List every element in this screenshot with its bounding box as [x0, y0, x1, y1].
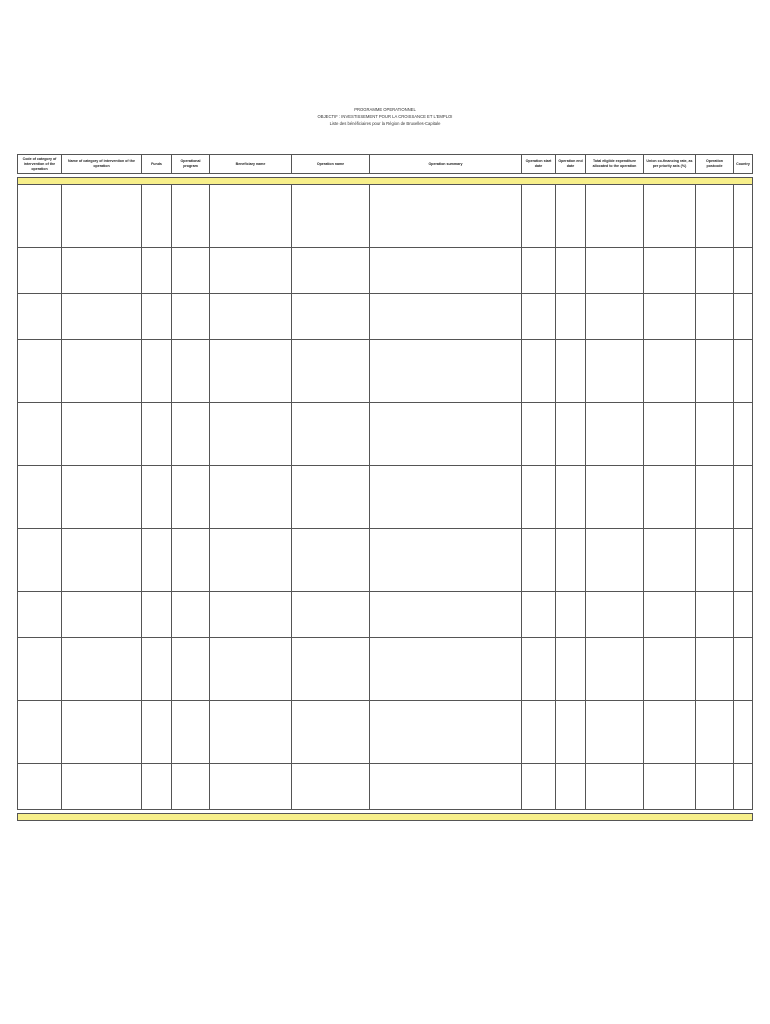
table-cell	[370, 466, 522, 529]
table-row	[18, 638, 753, 701]
table-cell	[172, 466, 210, 529]
table-cell	[370, 529, 522, 592]
table-cell	[586, 592, 644, 638]
table-cell	[142, 529, 172, 592]
header-category-name: Name of category of intervention of the operation	[62, 155, 142, 174]
priority-axis-cell	[18, 814, 753, 821]
table-cell	[210, 701, 292, 764]
heading-line-1: PROGRAMME OPERATIONNEL	[354, 107, 416, 112]
table-cell	[172, 592, 210, 638]
table-cell	[142, 248, 172, 294]
table-cell	[696, 592, 734, 638]
table-cell	[734, 185, 753, 248]
table-cell	[644, 638, 696, 701]
table-cell	[210, 638, 292, 701]
table-cell	[210, 294, 292, 340]
table-cell	[292, 638, 370, 701]
table-cell	[62, 466, 142, 529]
table-row	[18, 340, 753, 403]
table-cell	[62, 294, 142, 340]
table-cell	[696, 248, 734, 294]
table-cell	[644, 592, 696, 638]
table-cell	[586, 764, 644, 810]
table-cell	[172, 529, 210, 592]
table-row	[18, 764, 753, 810]
table-cell	[172, 638, 210, 701]
table-cell	[292, 466, 370, 529]
table-cell	[522, 185, 556, 248]
table-cell	[18, 529, 62, 592]
table-row	[18, 592, 753, 638]
table-cell	[522, 638, 556, 701]
table-cell	[522, 294, 556, 340]
table-cell	[556, 294, 586, 340]
table-row	[18, 701, 753, 764]
table-cell	[556, 340, 586, 403]
table-cell	[292, 701, 370, 764]
table-cell	[292, 764, 370, 810]
table-cell	[62, 701, 142, 764]
table-cell	[586, 701, 644, 764]
table-cell	[696, 294, 734, 340]
table-cell	[18, 764, 62, 810]
table-cell	[210, 529, 292, 592]
table-cell	[586, 529, 644, 592]
table-cell	[142, 701, 172, 764]
table-cell	[292, 403, 370, 466]
table-cell	[142, 764, 172, 810]
table-cell	[210, 340, 292, 403]
table-cell	[62, 403, 142, 466]
table-cell	[696, 529, 734, 592]
table-cell	[62, 185, 142, 248]
table-cell	[734, 638, 753, 701]
table-row	[18, 294, 753, 340]
table-cell	[696, 701, 734, 764]
table-cell	[644, 185, 696, 248]
table-cell	[172, 185, 210, 248]
table-cell	[556, 248, 586, 294]
table-cell	[644, 403, 696, 466]
table-cell	[696, 185, 734, 248]
table-cell	[292, 294, 370, 340]
header-country: Country	[734, 155, 753, 174]
table-cell	[210, 185, 292, 248]
table-cell	[142, 185, 172, 248]
table-cell	[644, 701, 696, 764]
table-cell	[18, 701, 62, 764]
table-cell	[734, 592, 753, 638]
table-cell	[556, 529, 586, 592]
table-cell	[18, 638, 62, 701]
header-beneficiary-name: Beneficiary name	[210, 155, 292, 174]
table-cell	[142, 403, 172, 466]
table-cell	[18, 592, 62, 638]
table-cell	[522, 701, 556, 764]
table-cell	[734, 403, 753, 466]
table-body	[18, 174, 753, 821]
table-cell	[18, 185, 62, 248]
table-cell	[644, 294, 696, 340]
table-cell	[370, 638, 522, 701]
table-cell	[734, 294, 753, 340]
table-cell	[370, 340, 522, 403]
table-cell	[696, 764, 734, 810]
table-cell	[556, 592, 586, 638]
table-cell	[370, 294, 522, 340]
table-cell	[586, 248, 644, 294]
header-operational-program: Operational program	[172, 155, 210, 174]
table-cell	[370, 403, 522, 466]
table-cell	[210, 466, 292, 529]
table-cell	[522, 592, 556, 638]
table-cell	[292, 185, 370, 248]
table-cell	[556, 466, 586, 529]
table-cell	[556, 764, 586, 810]
table-cell	[734, 466, 753, 529]
table-cell	[734, 248, 753, 294]
table-cell	[734, 701, 753, 764]
table-cell	[18, 466, 62, 529]
table-cell	[586, 638, 644, 701]
table-cell	[522, 403, 556, 466]
table-cell	[62, 764, 142, 810]
heading-line-2: OBJECTIF : INVESTISSEMENT POUR LA CROISSANCE ET L'EMPLOI	[317, 114, 453, 119]
table-cell	[586, 403, 644, 466]
table-cell	[172, 294, 210, 340]
heading-line-3: Liste des bénéficiaires pour la Région de Bruxelles-Capitale	[329, 121, 441, 126]
table-cell	[644, 466, 696, 529]
table-cell	[734, 764, 753, 810]
table-cell	[62, 340, 142, 403]
table-cell	[210, 403, 292, 466]
table-cell	[586, 466, 644, 529]
table-cell	[142, 340, 172, 403]
table-cell	[644, 340, 696, 403]
header-category-code: Code of category of intervention of the operation	[18, 155, 62, 174]
table-cell	[62, 638, 142, 701]
table-row	[18, 529, 753, 592]
table-cell	[62, 248, 142, 294]
table-cell	[522, 466, 556, 529]
table-cell	[586, 340, 644, 403]
table-cell	[556, 185, 586, 248]
table-cell	[644, 529, 696, 592]
table-cell	[370, 764, 522, 810]
table-cell	[172, 701, 210, 764]
table-cell	[172, 764, 210, 810]
header-total-expenditure: Total eligible expenditure allocated to the operation	[586, 155, 644, 174]
table-cell	[556, 701, 586, 764]
header-operation-name: Operation name	[292, 155, 370, 174]
priority-axis-row	[18, 178, 753, 185]
table-cell	[370, 185, 522, 248]
table-cell	[696, 638, 734, 701]
header-funds: Funds	[142, 155, 172, 174]
beneficiaries-table	[17, 154, 753, 821]
priority-axis-cell	[18, 178, 753, 185]
table-cell	[142, 466, 172, 529]
table-cell	[172, 248, 210, 294]
table-cell	[292, 248, 370, 294]
table-cell	[586, 185, 644, 248]
table-cell	[172, 340, 210, 403]
table-cell	[292, 529, 370, 592]
table-cell	[62, 529, 142, 592]
table-cell	[18, 248, 62, 294]
table-cell	[556, 638, 586, 701]
table-cell	[172, 403, 210, 466]
header-cofinancing-rate: Union co-financing rate, as per priority axis (%)	[644, 155, 696, 174]
table-cell	[522, 529, 556, 592]
priority-axis-row	[18, 814, 753, 821]
table-cell	[18, 340, 62, 403]
table-row	[18, 403, 753, 466]
table-cell	[556, 403, 586, 466]
header-operation-summary: Operation summary	[370, 155, 522, 174]
table-cell	[644, 764, 696, 810]
header-postcode: Operation postcode	[696, 155, 734, 174]
table-cell	[696, 340, 734, 403]
table-cell	[734, 340, 753, 403]
table-cell	[522, 764, 556, 810]
table-cell	[292, 592, 370, 638]
table-cell	[210, 592, 292, 638]
table-row	[18, 185, 753, 248]
table-cell	[292, 340, 370, 403]
table-row	[18, 248, 753, 294]
page-heading	[0, 106, 770, 127]
table-cell	[18, 403, 62, 466]
header-row	[18, 155, 753, 174]
table-cell	[370, 248, 522, 294]
table-cell	[210, 248, 292, 294]
table-cell	[644, 248, 696, 294]
table-cell	[696, 466, 734, 529]
table-cell	[62, 592, 142, 638]
header-end-date: Operation end date	[556, 155, 586, 174]
table-cell	[370, 592, 522, 638]
table-cell	[734, 529, 753, 592]
table-cell	[142, 294, 172, 340]
table-cell	[18, 294, 62, 340]
table-cell	[586, 294, 644, 340]
table-cell	[142, 638, 172, 701]
table-cell	[522, 340, 556, 403]
table-row	[18, 466, 753, 529]
table-cell	[696, 403, 734, 466]
header-start-date: Operation start date	[522, 155, 556, 174]
table-cell	[142, 592, 172, 638]
table-cell	[210, 764, 292, 810]
table-cell	[522, 248, 556, 294]
table-cell	[370, 701, 522, 764]
